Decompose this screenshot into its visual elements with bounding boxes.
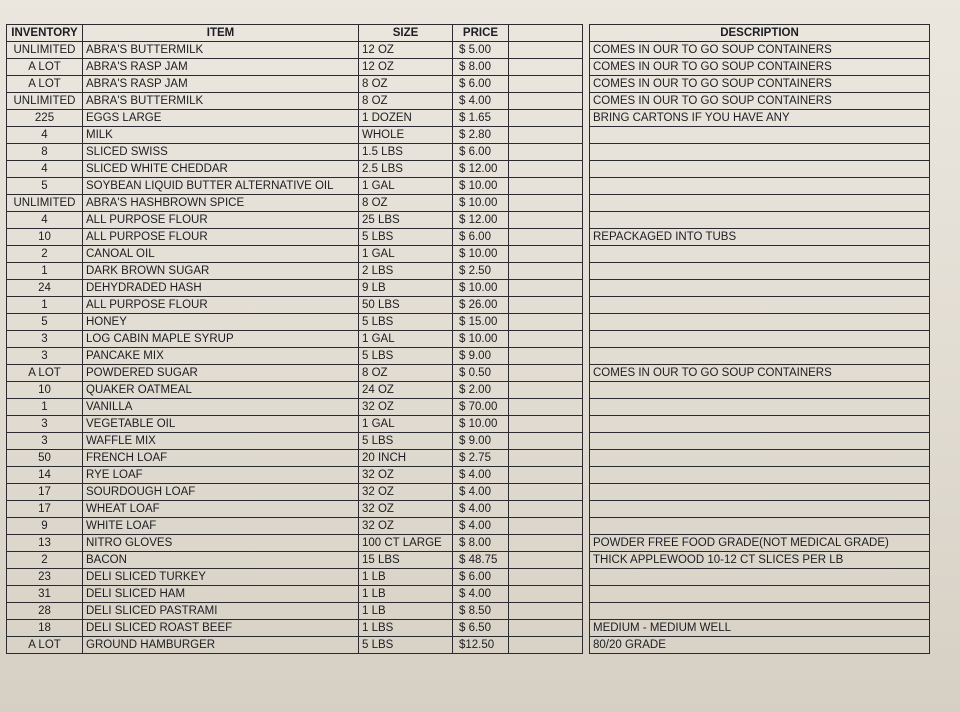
description-cell [590, 586, 930, 603]
size-cell: 5 LBS [359, 433, 453, 450]
header-size: SIZE [359, 25, 453, 42]
size-cell: 24 OZ [359, 382, 453, 399]
size-cell: 8 OZ [359, 93, 453, 110]
price-cell: $ 6.00 [453, 76, 509, 93]
gap-cell [583, 467, 590, 484]
price-cell: $ 9.00 [453, 348, 509, 365]
description-cell [590, 399, 930, 416]
price-cell: $ 12.00 [453, 212, 509, 229]
item-cell: ABRA'S RASP JAM [83, 76, 359, 93]
inventory-cell: 1 [7, 297, 83, 314]
inventory-cell: 28 [7, 603, 83, 620]
blank-cell [509, 127, 583, 144]
item-cell: SLICED WHITE CHEDDAR [83, 161, 359, 178]
inventory-cell: 3 [7, 348, 83, 365]
inventory-cell: 17 [7, 501, 83, 518]
table-row [7, 144, 930, 161]
size-cell: 2 LBS [359, 263, 453, 280]
description-cell [590, 569, 930, 586]
blank-cell [509, 178, 583, 195]
item-cell: DELI SLICED ROAST BEEF [83, 620, 359, 637]
header-price: PRICE [453, 25, 509, 42]
gap-cell [583, 382, 590, 399]
table-row [7, 416, 930, 433]
size-cell: 32 OZ [359, 399, 453, 416]
description-cell: THICK APPLEWOOD 10-12 CT SLICES PER LB [590, 552, 930, 569]
gap-cell [583, 552, 590, 569]
price-cell: $ 5.00 [453, 42, 509, 59]
inventory-cell: 9 [7, 518, 83, 535]
blank-cell [509, 246, 583, 263]
inventory-cell: A LOT [7, 365, 83, 382]
item-cell: VEGETABLE OIL [83, 416, 359, 433]
item-cell: FRENCH LOAF [83, 450, 359, 467]
description-cell [590, 433, 930, 450]
price-cell: $ 8.50 [453, 603, 509, 620]
table-row [7, 110, 930, 127]
blank-cell [509, 280, 583, 297]
table-row [7, 127, 930, 144]
description-cell: COMES IN OUR TO GO SOUP CONTAINERS [590, 59, 930, 76]
blank-cell [509, 229, 583, 246]
size-cell: 25 LBS [359, 212, 453, 229]
description-cell [590, 416, 930, 433]
item-cell: SOURDOUGH LOAF [83, 484, 359, 501]
item-cell: HONEY [83, 314, 359, 331]
item-cell: BACON [83, 552, 359, 569]
table-row [7, 280, 930, 297]
price-cell: $ 4.00 [453, 484, 509, 501]
blank-cell [509, 144, 583, 161]
blank-cell [509, 535, 583, 552]
inventory-cell: 3 [7, 331, 83, 348]
table-row [7, 331, 930, 348]
blank-cell [509, 603, 583, 620]
item-cell: LOG CABIN MAPLE SYRUP [83, 331, 359, 348]
blank-cell [509, 314, 583, 331]
blank-cell [509, 263, 583, 280]
description-cell [590, 603, 930, 620]
description-cell [590, 127, 930, 144]
gap-cell [583, 450, 590, 467]
description-cell [590, 450, 930, 467]
inventory-cell: A LOT [7, 59, 83, 76]
price-cell: $ 26.00 [453, 297, 509, 314]
price-cell: $ 48.75 [453, 552, 509, 569]
table-row [7, 178, 930, 195]
gap-cell [583, 620, 590, 637]
blank-cell [509, 450, 583, 467]
size-cell: 1 GAL [359, 416, 453, 433]
size-cell: 1 LBS [359, 620, 453, 637]
inventory-cell: 10 [7, 382, 83, 399]
item-cell: SLICED SWISS [83, 144, 359, 161]
header-inventory: INVENTORY [7, 25, 83, 42]
inventory-cell: 24 [7, 280, 83, 297]
gap-cell [583, 212, 590, 229]
price-cell: $ 4.00 [453, 467, 509, 484]
size-cell: 100 CT LARGE [359, 535, 453, 552]
blank-cell [509, 76, 583, 93]
size-cell: 32 OZ [359, 501, 453, 518]
size-cell: 1 LB [359, 569, 453, 586]
gap-cell [583, 637, 590, 654]
gap-cell [583, 280, 590, 297]
description-cell [590, 382, 930, 399]
table-row [7, 195, 930, 212]
inventory-cell: 18 [7, 620, 83, 637]
price-cell: $ 8.00 [453, 535, 509, 552]
description-cell [590, 484, 930, 501]
blank-cell [509, 620, 583, 637]
inventory-cell: 50 [7, 450, 83, 467]
description-cell [590, 195, 930, 212]
price-cell: $ 6.50 [453, 620, 509, 637]
item-cell: WHEAT LOAF [83, 501, 359, 518]
gap-cell [583, 314, 590, 331]
inventory-cell: 5 [7, 314, 83, 331]
inventory-table [6, 24, 930, 654]
inventory-cell: 4 [7, 161, 83, 178]
blank-cell [509, 433, 583, 450]
description-cell [590, 263, 930, 280]
header-gap [583, 25, 590, 42]
table-row [7, 212, 930, 229]
price-cell: $ 4.00 [453, 586, 509, 603]
blank-cell [509, 569, 583, 586]
item-cell: DEHYDRADED HASH [83, 280, 359, 297]
table-row [7, 467, 930, 484]
table-row [7, 314, 930, 331]
price-cell: $ 2.75 [453, 450, 509, 467]
item-cell: ALL PURPOSE FLOUR [83, 212, 359, 229]
table-row [7, 637, 930, 654]
description-cell [590, 178, 930, 195]
price-cell: $ 15.00 [453, 314, 509, 331]
inventory-cell: A LOT [7, 637, 83, 654]
inventory-cell: UNLIMITED [7, 195, 83, 212]
inventory-cell: 3 [7, 433, 83, 450]
description-cell [590, 331, 930, 348]
blank-cell [509, 42, 583, 59]
description-cell: COMES IN OUR TO GO SOUP CONTAINERS [590, 76, 930, 93]
table-row [7, 93, 930, 110]
header-description: DESCRIPTION [590, 25, 930, 42]
blank-cell [509, 365, 583, 382]
inventory-cell: 31 [7, 586, 83, 603]
price-cell: $ 8.00 [453, 59, 509, 76]
gap-cell [583, 93, 590, 110]
item-cell: DELI SLICED HAM [83, 586, 359, 603]
inventory-cell: 4 [7, 127, 83, 144]
item-cell: SOYBEAN LIQUID BUTTER ALTERNATIVE OIL [83, 178, 359, 195]
price-cell: $ 6.00 [453, 229, 509, 246]
size-cell: 5 LBS [359, 314, 453, 331]
inventory-cell: 1 [7, 263, 83, 280]
blank-cell [509, 212, 583, 229]
blank-cell [509, 552, 583, 569]
price-cell: $ 10.00 [453, 246, 509, 263]
inventory-cell: 1 [7, 399, 83, 416]
table-row [7, 76, 930, 93]
description-cell: POWDER FREE FOOD GRADE(NOT MEDICAL GRADE) [590, 535, 930, 552]
gap-cell [583, 76, 590, 93]
table-row [7, 518, 930, 535]
item-cell: VANILLA [83, 399, 359, 416]
price-cell: $ 10.00 [453, 280, 509, 297]
gap-cell [583, 399, 590, 416]
size-cell: 2.5 LBS [359, 161, 453, 178]
size-cell: 32 OZ [359, 484, 453, 501]
price-cell: $ 10.00 [453, 195, 509, 212]
price-cell: $ 10.00 [453, 331, 509, 348]
inventory-cell: 3 [7, 416, 83, 433]
price-cell: $ 10.00 [453, 178, 509, 195]
blank-cell [509, 518, 583, 535]
inventory-cell: 14 [7, 467, 83, 484]
price-cell: $ 0.50 [453, 365, 509, 382]
price-cell: $ 2.80 [453, 127, 509, 144]
inventory-cell: 2 [7, 552, 83, 569]
size-cell: 8 OZ [359, 365, 453, 382]
description-cell: COMES IN OUR TO GO SOUP CONTAINERS [590, 93, 930, 110]
inventory-cell: 2 [7, 246, 83, 263]
item-cell: WHITE LOAF [83, 518, 359, 535]
item-cell: ABRA'S RASP JAM [83, 59, 359, 76]
gap-cell [583, 229, 590, 246]
table-row [7, 399, 930, 416]
description-cell [590, 161, 930, 178]
price-cell: $ 9.00 [453, 433, 509, 450]
table-row [7, 586, 930, 603]
gap-cell [583, 195, 590, 212]
gap-cell [583, 263, 590, 280]
table-row [7, 569, 930, 586]
inventory-cell: 17 [7, 484, 83, 501]
table-row [7, 246, 930, 263]
description-cell [590, 280, 930, 297]
price-cell: $ 6.00 [453, 569, 509, 586]
description-cell: BRING CARTONS IF YOU HAVE ANY [590, 110, 930, 127]
item-cell: RYE LOAF [83, 467, 359, 484]
item-cell: EGGS LARGE [83, 110, 359, 127]
table-row [7, 365, 930, 382]
inventory-cell: 4 [7, 212, 83, 229]
gap-cell [583, 501, 590, 518]
blank-cell [509, 637, 583, 654]
inventory-cell: A LOT [7, 76, 83, 93]
size-cell: 1 LB [359, 586, 453, 603]
size-cell: 5 LBS [359, 637, 453, 654]
size-cell: 5 LBS [359, 229, 453, 246]
size-cell: 1 DOZEN [359, 110, 453, 127]
description-cell [590, 518, 930, 535]
size-cell: 1 LB [359, 603, 453, 620]
blank-cell [509, 399, 583, 416]
blank-cell [509, 484, 583, 501]
inventory-cell: 10 [7, 229, 83, 246]
size-cell: 9 LB [359, 280, 453, 297]
item-cell: PANCAKE MIX [83, 348, 359, 365]
inventory-cell: UNLIMITED [7, 42, 83, 59]
table-row [7, 484, 930, 501]
inventory-cell: 225 [7, 110, 83, 127]
description-cell: MEDIUM - MEDIUM WELL [590, 620, 930, 637]
blank-cell [509, 331, 583, 348]
price-cell: $ 4.00 [453, 93, 509, 110]
table-row [7, 535, 930, 552]
item-cell: GROUND HAMBURGER [83, 637, 359, 654]
item-cell: ABRA'S HASHBROWN SPICE [83, 195, 359, 212]
item-cell: DELI SLICED TURKEY [83, 569, 359, 586]
item-cell: QUAKER OATMEAL [83, 382, 359, 399]
description-cell [590, 212, 930, 229]
gap-cell [583, 569, 590, 586]
price-cell: $ 70.00 [453, 399, 509, 416]
gap-cell [583, 433, 590, 450]
description-cell [590, 297, 930, 314]
gap-cell [583, 127, 590, 144]
blank-cell [509, 467, 583, 484]
description-cell [590, 314, 930, 331]
blank-cell [509, 161, 583, 178]
gap-cell [583, 348, 590, 365]
size-cell: 32 OZ [359, 518, 453, 535]
inventory-cell: 8 [7, 144, 83, 161]
table-row [7, 42, 930, 59]
description-cell [590, 246, 930, 263]
item-cell: CANOAL OIL [83, 246, 359, 263]
size-cell: 12 OZ [359, 42, 453, 59]
size-cell: 32 OZ [359, 467, 453, 484]
description-cell [590, 144, 930, 161]
blank-cell [509, 59, 583, 76]
table-row [7, 450, 930, 467]
price-cell: $ 4.00 [453, 518, 509, 535]
description-cell: REPACKAGED INTO TUBS [590, 229, 930, 246]
price-cell: $ 6.00 [453, 144, 509, 161]
gap-cell [583, 603, 590, 620]
size-cell: 20 INCH [359, 450, 453, 467]
price-cell: $ 12.00 [453, 161, 509, 178]
gap-cell [583, 42, 590, 59]
inventory-cell: 13 [7, 535, 83, 552]
gap-cell [583, 297, 590, 314]
header-row [7, 25, 930, 42]
blank-cell [509, 93, 583, 110]
size-cell: 50 LBS [359, 297, 453, 314]
inventory-cell: UNLIMITED [7, 93, 83, 110]
item-cell: WAFFLE MIX [83, 433, 359, 450]
gap-cell [583, 484, 590, 501]
size-cell: 5 LBS [359, 348, 453, 365]
blank-cell [509, 586, 583, 603]
size-cell: 1 GAL [359, 246, 453, 263]
item-cell: ALL PURPOSE FLOUR [83, 297, 359, 314]
table-row [7, 229, 930, 246]
size-cell: 8 OZ [359, 195, 453, 212]
blank-cell [509, 348, 583, 365]
description-cell: COMES IN OUR TO GO SOUP CONTAINERS [590, 42, 930, 59]
item-cell: DELI SLICED PASTRAMI [83, 603, 359, 620]
size-cell: 15 LBS [359, 552, 453, 569]
price-cell: $ 2.00 [453, 382, 509, 399]
inventory-cell: 5 [7, 178, 83, 195]
gap-cell [583, 161, 590, 178]
size-cell: 8 OZ [359, 76, 453, 93]
blank-cell [509, 110, 583, 127]
blank-cell [509, 297, 583, 314]
table-row [7, 603, 930, 620]
item-cell: POWDERED SUGAR [83, 365, 359, 382]
gap-cell [583, 416, 590, 433]
size-cell: 1.5 LBS [359, 144, 453, 161]
inventory-cell: 23 [7, 569, 83, 586]
table-row [7, 552, 930, 569]
item-cell: ALL PURPOSE FLOUR [83, 229, 359, 246]
table-row [7, 59, 930, 76]
blank-cell [509, 195, 583, 212]
gap-cell [583, 331, 590, 348]
size-cell: 1 GAL [359, 331, 453, 348]
item-cell: DARK BROWN SUGAR [83, 263, 359, 280]
item-cell: MILK [83, 127, 359, 144]
table-row [7, 501, 930, 518]
gap-cell [583, 178, 590, 195]
table-row [7, 348, 930, 365]
size-cell: 1 GAL [359, 178, 453, 195]
item-cell: ABRA'S BUTTERMILK [83, 42, 359, 59]
header-item: ITEM [83, 25, 359, 42]
blank-cell [509, 416, 583, 433]
table-row [7, 620, 930, 637]
gap-cell [583, 535, 590, 552]
description-cell: COMES IN OUR TO GO SOUP CONTAINERS [590, 365, 930, 382]
table-body [7, 42, 930, 654]
header-blank [509, 25, 583, 42]
blank-cell [509, 382, 583, 399]
gap-cell [583, 586, 590, 603]
blank-cell [509, 501, 583, 518]
size-cell: WHOLE [359, 127, 453, 144]
item-cell: NITRO GLOVES [83, 535, 359, 552]
gap-cell [583, 518, 590, 535]
price-cell: $ 2.50 [453, 263, 509, 280]
price-cell: $12.50 [453, 637, 509, 654]
description-cell [590, 501, 930, 518]
description-cell [590, 467, 930, 484]
description-cell [590, 348, 930, 365]
table-row [7, 297, 930, 314]
gap-cell [583, 246, 590, 263]
price-cell: $ 10.00 [453, 416, 509, 433]
item-cell: ABRA'S BUTTERMILK [83, 93, 359, 110]
gap-cell [583, 59, 590, 76]
gap-cell [583, 365, 590, 382]
table-row [7, 433, 930, 450]
gap-cell [583, 110, 590, 127]
price-cell: $ 1.65 [453, 110, 509, 127]
table-row [7, 382, 930, 399]
gap-cell [583, 144, 590, 161]
price-cell: $ 4.00 [453, 501, 509, 518]
description-cell: 80/20 GRADE [590, 637, 930, 654]
table-row [7, 161, 930, 178]
size-cell: 12 OZ [359, 59, 453, 76]
table-row [7, 263, 930, 280]
